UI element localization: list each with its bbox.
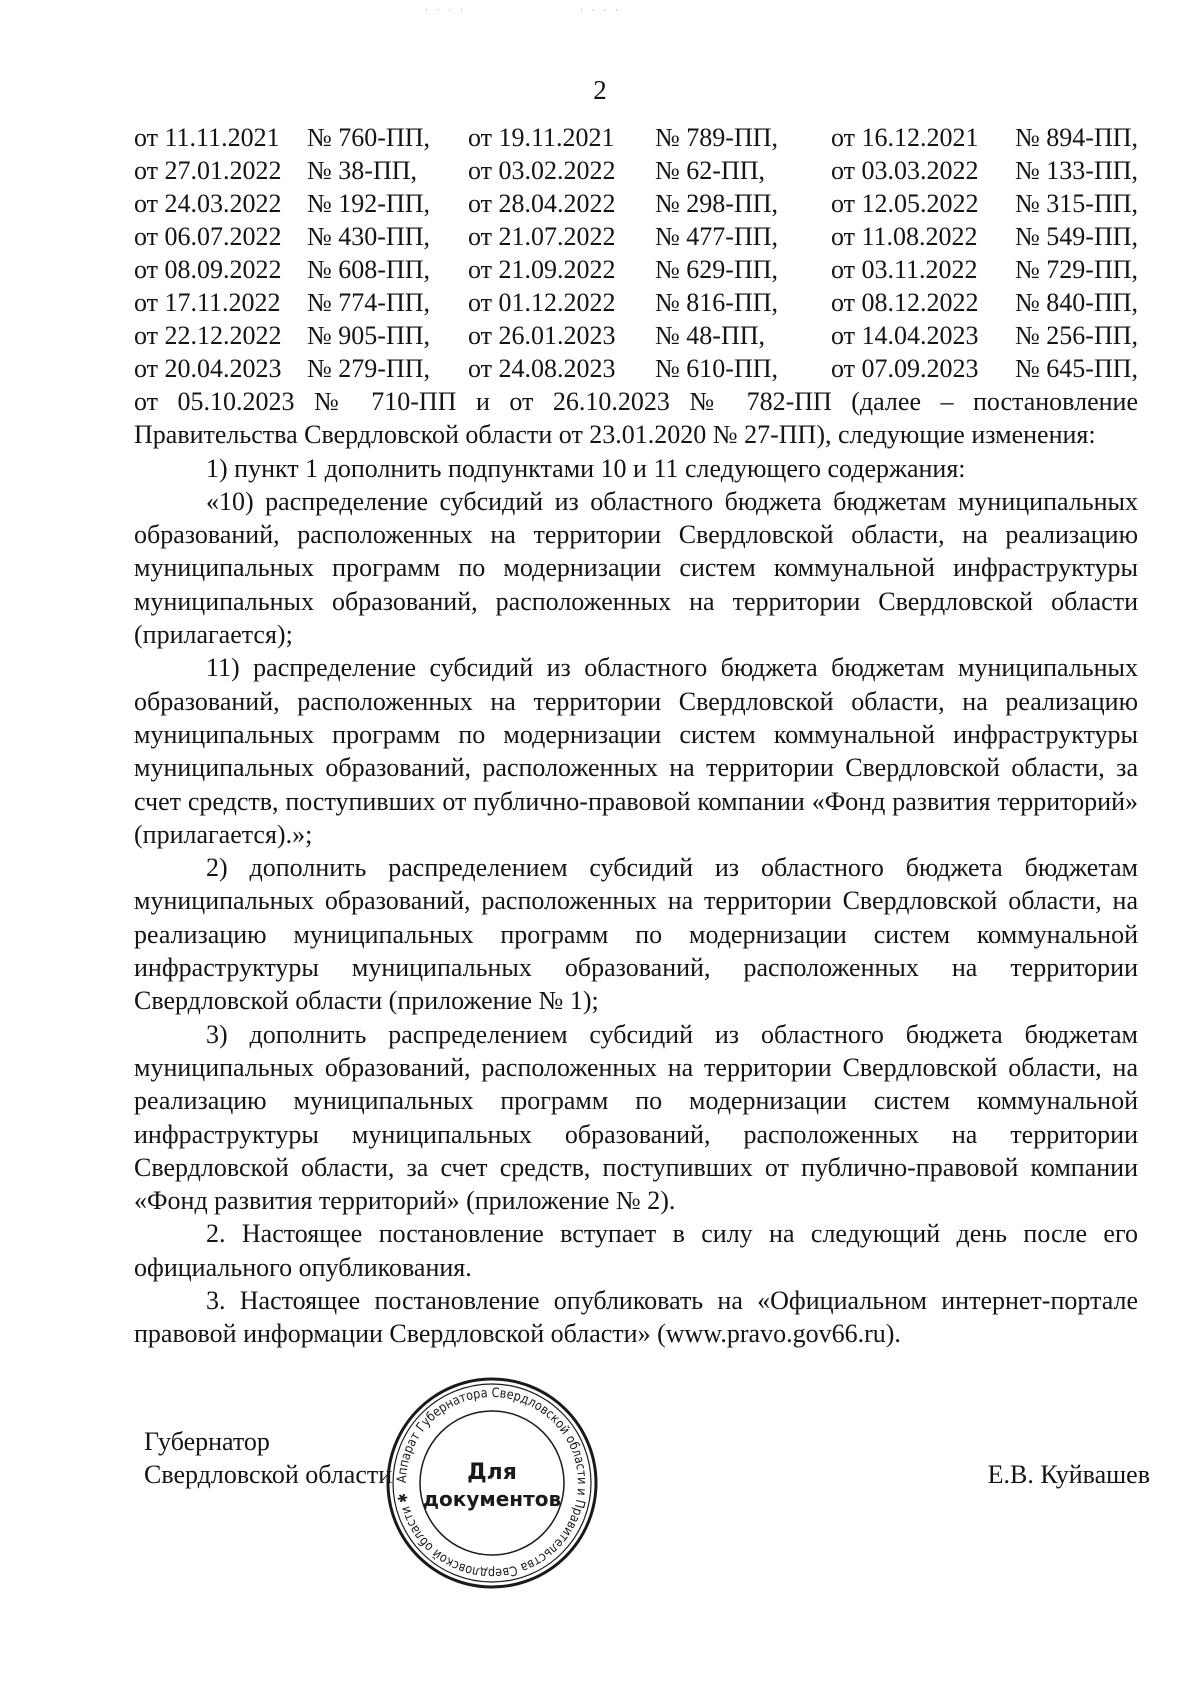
reference-row <box>134 187 1138 220</box>
scan-artifact: · · · · <box>425 6 467 16</box>
reference-number: № 477-ПП, <box>655 222 779 251</box>
reference-number: № 729-ПП, <box>1015 255 1139 284</box>
reference-row <box>134 253 1138 286</box>
reference-date: от 20.04.2023 <box>134 354 282 383</box>
reference-number: № 905-ПП, <box>307 321 431 350</box>
reference-date: от 21.09.2022 <box>468 255 616 284</box>
stamp-ring-text: Аппарат Губернатора Свердловской области и Правительства Свердловской области ✱ <box>394 1385 590 1581</box>
document-body <box>134 385 1138 1351</box>
intro-paragraph: от 05.10.2023 № 710-ПП и от 26.10.2023 № 782-ПП (далее – постановление Правительства Свердловской области от 23.01.2020 № 27-ПП), следующие изменения: <box>134 387 1138 450</box>
reference-date: от 16.12.2021 <box>831 123 979 152</box>
signer-name: Е.В. Куйвашев <box>987 1460 1150 1489</box>
reference-number: № 816-ПП, <box>655 288 779 317</box>
reference-number: № 549-ПП, <box>1015 222 1139 251</box>
reference-date: от 11.11.2021 <box>134 123 280 152</box>
reference-date: от 19.11.2021 <box>468 123 615 152</box>
reference-date: от 03.02.2022 <box>468 156 616 185</box>
reference-date: от 03.03.2022 <box>831 156 979 185</box>
reference-date: от 14.04.2023 <box>831 321 979 350</box>
official-stamp <box>383 1374 601 1592</box>
reference-number: № 840-ПП, <box>1015 288 1139 317</box>
reference-number: № 192-ПП, <box>307 189 431 218</box>
reference-date: от 07.09.2023 <box>831 354 979 383</box>
reference-number: № 48-ПП, <box>655 321 766 350</box>
reference-date: от 01.12.2022 <box>468 288 616 317</box>
reference-number: № 62-ПП, <box>655 156 766 185</box>
reference-number: № 279-ПП, <box>307 354 431 383</box>
reference-number: № 610-ПП, <box>655 354 779 383</box>
reference-date: от 22.12.2022 <box>134 321 282 350</box>
reference-number: № 608-ПП, <box>307 255 431 284</box>
stamp-center-line-1: Для <box>467 1460 517 1485</box>
item-2-paragraph: 2) дополнить распределением субсидий из областного бюджета бюджетам муниципальных образований, расположенных на территории Свердловской области, на реализацию муниципальных программ по модернизации систем коммунальной инфраструктуры муниципальных образований, расположенных на территории Свердловской области (приложение № 1); <box>134 853 1138 1016</box>
reference-number: № 774-ПП, <box>307 288 431 317</box>
reference-number: № 629-ПП, <box>655 255 779 284</box>
reference-number: № 38-ПП, <box>307 156 418 185</box>
reference-date: от 21.07.2022 <box>468 222 616 251</box>
reference-date: от 03.11.2022 <box>831 255 978 284</box>
reference-date: от 11.08.2022 <box>831 222 978 251</box>
stamp-center-line-2: документов <box>422 1487 562 1511</box>
reference-row <box>134 154 1138 187</box>
reference-number: № 645-ПП, <box>1015 354 1139 383</box>
reference-date: от 26.01.2023 <box>468 321 616 350</box>
reference-date: от 08.12.2022 <box>831 288 979 317</box>
scan-artifact: · · · · <box>580 6 622 16</box>
reference-number: № 789-ПП, <box>655 123 779 152</box>
page-number: 2 <box>593 75 607 105</box>
reference-row <box>134 319 1138 352</box>
reference-row <box>134 121 1138 154</box>
reference-date: от 08.09.2022 <box>134 255 282 284</box>
subitem-10-paragraph: «10) распределение субсидий из областного бюджета бюджетам муниципальных образований, расположенных на территории Свердловской области, на реализацию муниципальных программ по модернизации систем коммунальной инфраструктуры муниципальных образований, расположенных на территории Свердловской области (прилагается); <box>134 486 1138 650</box>
signer-title-line-2: Свердловской области <box>144 1460 393 1489</box>
reference-date: от 24.08.2023 <box>468 354 616 383</box>
clause-2-paragraph: 2. Настоящее постановление вступает в силу на следующий день после его официального опубликования. <box>134 1219 1138 1282</box>
reference-date: от 27.01.2022 <box>134 156 282 185</box>
reference-row <box>134 286 1138 319</box>
subitem-11-paragraph: 11) распределение субсидий из областного бюджета бюджетам муниципальных образований, расположенных на территории Свердловской области, на реализацию муниципальных программ по модернизации систем коммунальной инфраструктуры муниципальных образований, расположенных на территории Свердловской области, за счет средств, поступивших от публично-правовой компании «Фонд развития территорий» (прилагается).»; <box>134 653 1138 849</box>
item-3-paragraph: 3) дополнить распределением субсидий из областного бюджета бюджетам муниципальных образований, расположенных на территории Свердловской области, на реализацию муниципальных программ по модернизации систем коммунальной инфраструктуры муниципальных образований, расположенных на территории Свердловской области, за счет средств, поступивших от публично-правовой компании «Фонд развития территорий» (приложение № 2). <box>134 1019 1138 1216</box>
reference-number: № 760-ПП, <box>307 123 431 152</box>
clause-3-paragraph: 3. Настоящее постановление опубликовать на «Официальном интернет-портале правовой информации Свердловской области» (www.pravo.gov66.ru). <box>134 1286 1138 1349</box>
signature-block <box>144 1425 392 1491</box>
item-1-paragraph: 1) пункт 1 дополнить подпунктами 10 и 11 следующего содержания: <box>206 453 966 483</box>
reference-date: от 12.05.2022 <box>831 189 979 218</box>
reference-date: от 28.04.2022 <box>468 189 616 218</box>
reference-date: от 17.11.2022 <box>134 288 281 317</box>
reference-number: № 315-ПП, <box>1015 189 1139 218</box>
signer-title-line-1: Губернатор <box>144 1427 270 1456</box>
reference-number: № 894-ПП, <box>1015 123 1139 152</box>
reference-date: от 24.03.2022 <box>134 189 282 218</box>
reference-date: от 06.07.2022 <box>134 222 282 251</box>
references-table <box>134 121 1138 385</box>
reference-number: № 298-ПП, <box>655 189 779 218</box>
reference-row <box>134 220 1138 253</box>
reference-number: № 133-ПП, <box>1015 156 1139 185</box>
reference-row <box>134 352 1138 385</box>
reference-number: № 256-ПП, <box>1015 321 1139 350</box>
reference-number: № 430-ПП, <box>307 222 431 251</box>
